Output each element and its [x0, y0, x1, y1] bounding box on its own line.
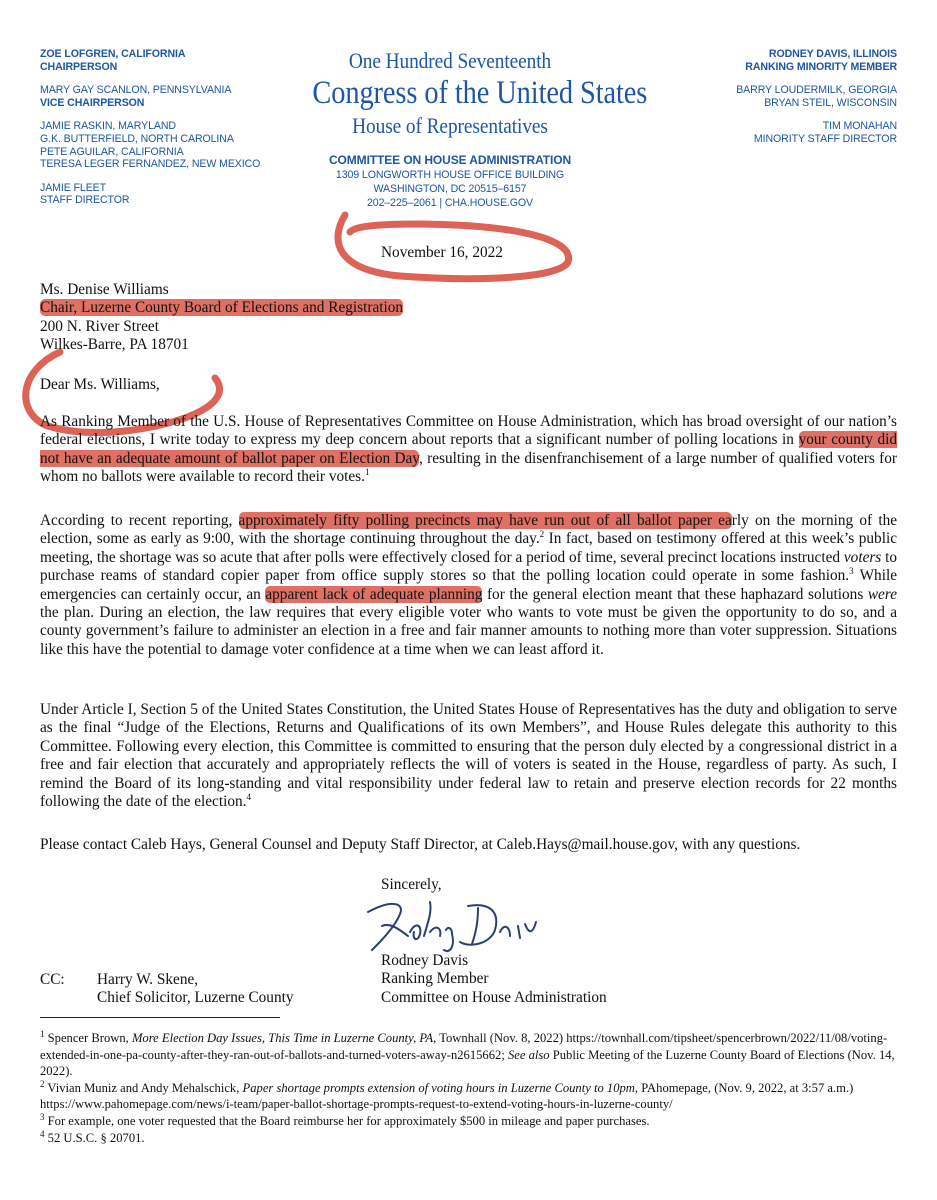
letterhead-line: BARRY LOUDERMILK, GEORGIA [736, 84, 897, 97]
text-run: For example, one voter requested that the Board reimburse her for approximately $500 in mileage and paper purchases. [44, 1113, 650, 1128]
footnotes [40, 1030, 900, 1146]
letterhead-line: BRYAN STEIL, WISCONSIN [764, 96, 897, 109]
footnote-ref: 2 [40, 1078, 45, 1089]
recipient-name: Ms. Denise Williams [40, 281, 169, 298]
body-paragraph-4 [40, 836, 897, 854]
text-run: rly on the morning of the election, some as early as 9:00, with the shortage continuing throughout the day. [40, 512, 898, 548]
right-letterhead-group [736, 120, 897, 145]
letterhead-line: TERESA LEGER FERNANDEZ, NEW MEXICO [40, 158, 261, 171]
committee-address-2: WASHINGTON, DC 20515–6157 [373, 183, 527, 195]
letterhead-line: ZOE LOFGREN, CALIFORNIA [40, 48, 186, 60]
text-run: , resulting in the disenfranchisement of a large number of qualified voters for whom no ballots were available to record their votes. [40, 449, 897, 486]
text-run: As Ranking Member of the U.S. House of Representatives Committee on House Administration, which has broad oversight of our nation’s federal elections, I write today to express my deep concern about reports that a significant number of polling locations in [40, 413, 897, 449]
footnote-ref: 3 [849, 566, 854, 577]
letterhead-line: MINORITY STAFF DIRECTOR [753, 132, 897, 145]
body-paragraph-2 [40, 512, 897, 659]
text-run: See also [507, 1047, 550, 1062]
footnote [40, 1113, 900, 1130]
text-run: for the general election meant that these haphazard solutions [482, 585, 868, 603]
letterhead-line: JAMIE RASKIN, MARYLAND [40, 120, 176, 133]
text-run: More Election Day Issues, This Time in Luzerne County, PA, [131, 1031, 437, 1045]
letter-date: November 16, 2022 [381, 244, 503, 261]
text-run: Townhall (Nov. 8, 2022) https://townhall.com/tipsheet/spencerbrown/2022/11/08/voting-extended-in-one-pa-county-after-they-ran-out-of-ballots-and-turned-voters-away-n2615662; [40, 1031, 888, 1062]
signer-committee: Committee on House Administration [381, 988, 607, 1006]
cc-title: Chief Solicitor, Luzerne County [97, 989, 294, 1007]
letterhead-line: G.K. BUTTERFIELD, NORTH CAROLINA [40, 132, 234, 145]
highlighted-text: Chair, Luzerne County Board of Elections and Registration [40, 299, 404, 317]
right-letterhead-group [736, 48, 897, 73]
recipient-address [40, 281, 403, 355]
body-paragraph-3 [40, 701, 897, 811]
letterhead-line: TIM MONAHAN [822, 120, 897, 133]
footnote-ref: 1 [364, 467, 370, 478]
letterhead-line: VICE CHAIRPERSON [40, 96, 145, 109]
left-letterhead-group [40, 48, 260, 73]
footnote-divider [40, 1017, 280, 1018]
text-run: 52 U.S.C. § 20701. [44, 1130, 145, 1145]
text-run: Spencer Brown, [44, 1031, 132, 1045]
text-run: Please contact Caleb Hays, General Counsel and Deputy Staff Director, at Caleb.Hays@mail.house.gov, with any questions. [40, 836, 801, 853]
cc-block [97, 971, 294, 1008]
highlighted-text: apparent lack of adequate planning [265, 585, 483, 603]
footnote [40, 1130, 900, 1147]
footnote-ref: 1 [40, 1028, 45, 1039]
text-run: According to recent reporting, [40, 512, 239, 529]
closing-sincerely: Sincerely, [381, 876, 442, 893]
text-run: to purchase reams of standard copier paper from office supply stores so that the polling location could operate in some fashion. [40, 548, 897, 585]
footnote-ref: 4 [246, 791, 251, 802]
letterhead-line: STAFF DIRECTOR [40, 194, 130, 207]
left-letterhead-group [40, 84, 260, 109]
text-run: Vivian Muniz and Andy Mehalschick, [44, 1080, 243, 1095]
text-run: were [867, 585, 898, 603]
text-run: , PAhomepage, (Nov. 9, 2022, at 3:57 a.m.) https://www.pahomepage.com/news/i-team/paper-ballot-shortage-prompts-request-to-extend-voting-hours-in-luzerne-county/ [40, 1080, 854, 1112]
letterhead-line: CHAIRPERSON [40, 60, 118, 73]
text-run: voters [843, 548, 882, 566]
text-run: In fact, based on testimony offered at this week’s public meeting, the shortage was so acute that after polls were effectively closed for a period of time, several precinct locations instructed [40, 530, 897, 566]
footnote-ref: 4 [40, 1128, 45, 1139]
cc-label: CC: [40, 971, 65, 988]
committee-contact: 202–225–2061 | CHA.HOUSE.GOV [366, 197, 533, 209]
letterhead-line: PETE AGUILAR, CALIFORNIA [40, 145, 184, 158]
highlighted-text: your county did not have an adequate amount of ballot paper on Election Day [40, 431, 897, 467]
signer-block [381, 952, 607, 1007]
letterhead-line: RODNEY DAVIS, ILLINOIS [768, 48, 897, 60]
highlighted-text: approximately fifty polling precincts may have run out of all ballot paper ea [238, 512, 732, 529]
recipient-title [40, 299, 403, 317]
left-letterhead-group [40, 182, 260, 207]
recipient-city: Wilkes-Barre, PA 18701 [40, 336, 189, 354]
committee-address-1: 1309 LONGWORTH HOUSE OFFICE BUILDING [335, 169, 565, 181]
congress-title: Congress of the United States [312, 75, 648, 111]
text-run: Public Meeting of the Luzerne County Board of Elections (Nov. 14, 2022). [40, 1047, 895, 1079]
salutation: Dear Ms. Williams, [40, 376, 160, 393]
text-run: Under Article I, Section 5 of the United States Constitution, the United States House of Representatives has the duty and obligation to serve as the final “Judge of the Elections, Returns and Qualifications of its own Members”, and House Rules delegate this authority to this Committee. Following every election, this Committee is committed to ensuring that the person duly elected by a congressional district in a free and fair election that accurately and appropriately reflects the will of voters is seated in the House, regardless of party. As such, I remind the Board of its long-standing and vital responsibility under federal law to retain and preserve election records for 22 months following the date of the election. [40, 701, 897, 811]
footnote-ref: 3 [40, 1111, 45, 1122]
handwritten-signature [360, 892, 540, 956]
house-title: House of Representatives [352, 113, 548, 138]
letterhead-line: JAMIE FLEET [40, 181, 107, 194]
text-run: Paper shortage prompts extension of voting hours in Luzerne County to 10pm [242, 1080, 635, 1095]
text-run: the plan. During an election, the law requires that every eligible voter who wants to vote must be given the opportunity to do so, and a county government’s failure to administer an election in a free and fair manner amounts to nothing more than voter suppression. Situations like this have the potential to damage voter confidence at a time when we can least afford it. [40, 604, 897, 658]
letterhead-majority-members [40, 48, 260, 218]
right-letterhead-group [736, 84, 897, 109]
footnote [40, 1080, 900, 1113]
letterhead-line: MARY GAY SCANLON, PENNSYLVANIA [40, 84, 232, 97]
recipient-street: 200 N. River Street [40, 317, 159, 335]
letterhead-center [290, 48, 648, 210]
signer-title: Ranking Member [381, 970, 489, 988]
signer-name: Rodney Davis [381, 952, 469, 969]
committee-name: COMMITTEE ON HOUSE ADMINISTRATION [328, 153, 572, 167]
letterhead-minority-members [736, 48, 897, 157]
footnote [40, 1030, 900, 1080]
congress-number: One Hundred Seventeenth [348, 48, 552, 73]
letterhead-line: RANKING MINORITY MEMBER [745, 60, 897, 73]
body-paragraph-1 [40, 413, 897, 487]
text-run: While emergencies can certainly occur, an [40, 567, 897, 603]
left-letterhead-group [40, 120, 260, 170]
footnote-ref: 2 [539, 529, 545, 540]
cc-name: Harry W. Skene, [97, 971, 199, 988]
